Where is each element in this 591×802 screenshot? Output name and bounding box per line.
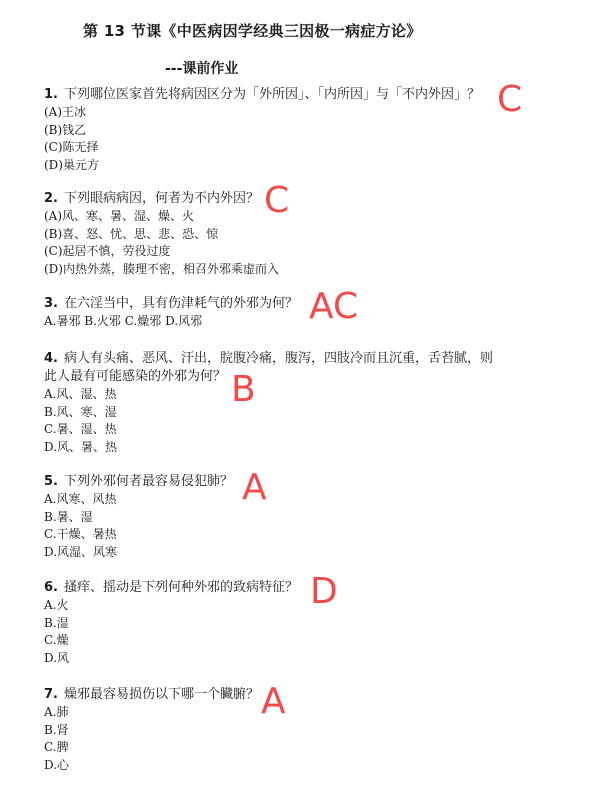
option-b: B.湿: [44, 615, 69, 630]
question-text: 搔痒、摇动是下列何种外邪的致病特征？: [63, 580, 298, 595]
handwritten-answer-7: A: [261, 681, 286, 722]
question-2: [44, 190, 544, 278]
handwritten-answer-1: C: [497, 79, 523, 120]
page-subtitle: ---课前作业: [165, 61, 239, 77]
option-c: C.燥: [44, 633, 69, 647]
handwritten-answer-2: C: [264, 180, 290, 221]
option-d: D.心: [44, 757, 70, 772]
page-title: 第 13 节课《中医病因学经典三因极一病症方论》: [83, 22, 422, 40]
option-c: C.干燥、暑热: [44, 527, 117, 541]
option-b: B.暑、湿: [44, 509, 93, 524]
option-a: A.火: [44, 598, 69, 612]
option-a: A.肺: [44, 705, 69, 719]
question-3: [44, 295, 544, 331]
option-c: C.脾: [44, 740, 69, 754]
option-a: (A)王冰: [44, 105, 87, 119]
question-text: 下列外邪何者最容易侵犯肺？: [63, 474, 233, 489]
option-b: (B)喜、怒、忧、思、悲、恐、惊: [44, 226, 219, 241]
option-b: B.肾: [44, 722, 69, 737]
option-a: A.风、湿、热: [44, 387, 117, 401]
question-text: 病人有头痛、恶风、汗出，脘腹冷痛，腹泻，四肢冷而且沉重，舌苔腻，则: [63, 351, 493, 366]
question-5: [44, 473, 544, 561]
question-number: 1.: [44, 87, 58, 102]
question-7: [44, 681, 544, 774]
options-row: A.暑邪 B.火邪 C.燥邪 D.风邪: [44, 314, 203, 328]
handwritten-answer-5: A: [242, 467, 267, 508]
question-number: 3.: [44, 296, 58, 311]
option-c: (C)起居不慎，劳役过度: [44, 244, 171, 258]
handwritten-answer-3: AC: [309, 286, 359, 327]
option-c: (C)陈无择: [44, 140, 99, 154]
question-number: 4.: [44, 351, 58, 366]
option-a: (A)风、寒、暑、湿、燥、火: [44, 209, 195, 223]
option-d: D.风、暑、热: [44, 439, 118, 454]
option-d: (D)内热外蒸，腠理不密，相召外邪乘虚而入: [44, 261, 279, 276]
question-text: 在六淫当中，具有伤津耗气的外邪为何？: [63, 296, 298, 311]
question-text-continued: 此人最有可能感染的外邪为何？: [44, 369, 227, 384]
question-number: 5.: [44, 474, 58, 489]
question-number: 6.: [44, 580, 58, 595]
option-d: D.风: [44, 650, 70, 665]
option-d: (D)巢元方: [44, 157, 99, 172]
question-number: 7.: [44, 687, 58, 702]
option-c: C.暑、湿、热: [44, 422, 117, 436]
option-b: B.风、寒、湿: [44, 404, 117, 419]
handwritten-answer-6: D: [310, 571, 338, 612]
question-text: 下列眼病病因，何者为不内外因？: [63, 191, 259, 206]
handwritten-answer-4: B: [231, 369, 256, 410]
option-b: (B)钱乙: [44, 122, 87, 137]
question-4: [44, 350, 544, 456]
option-d: D.风湿、风寒: [44, 544, 118, 559]
option-a: A.风寒、风热: [44, 492, 117, 506]
question-text: 燥邪最容易损伤以下哪一个臟腑？: [63, 687, 259, 702]
question-number: 2.: [44, 191, 58, 206]
question-text: 下列哪位医家首先将病因区分为「外所因」、「内所因」与「不内外因」？: [63, 87, 480, 102]
question-6: [44, 579, 544, 667]
question-1: [44, 86, 544, 174]
